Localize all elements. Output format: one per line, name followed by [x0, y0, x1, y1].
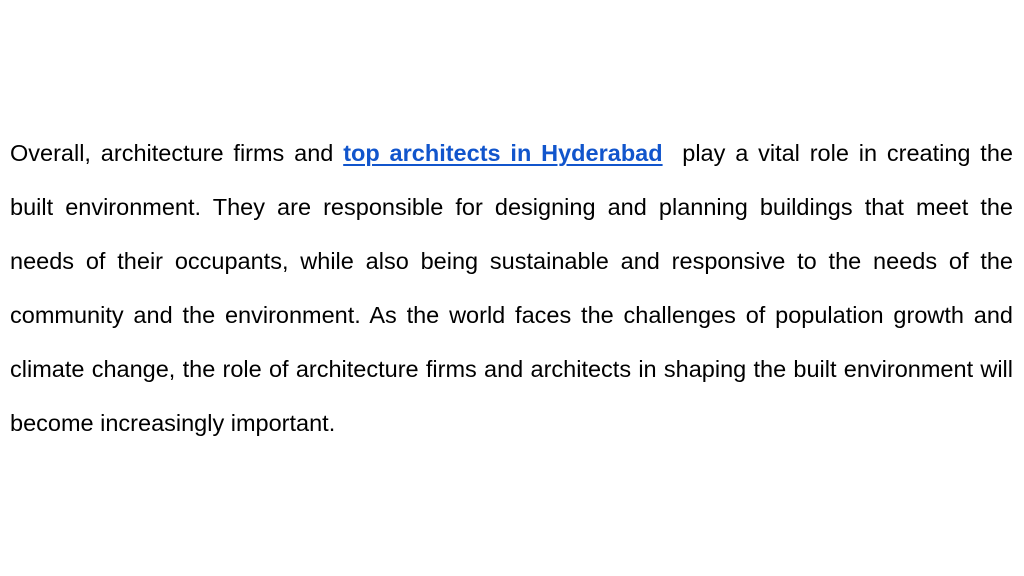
top-architects-link[interactable]: top architects in Hyderabad	[343, 140, 663, 166]
paragraph-text-after-link: play a vital role in creating the built environment. They are responsible for designing and planning buildings that meet the needs of their occupants, while also being sustainable and responsive to the needs of the community and the environment. As the world faces the challenges of population growth and climate change, the role of architecture firms and architects in shaping the built environment will become increasingly important.	[10, 140, 1020, 436]
paragraph-text-before-link: Overall, architecture firms and	[10, 140, 344, 166]
body-paragraph	[10, 126, 1020, 450]
